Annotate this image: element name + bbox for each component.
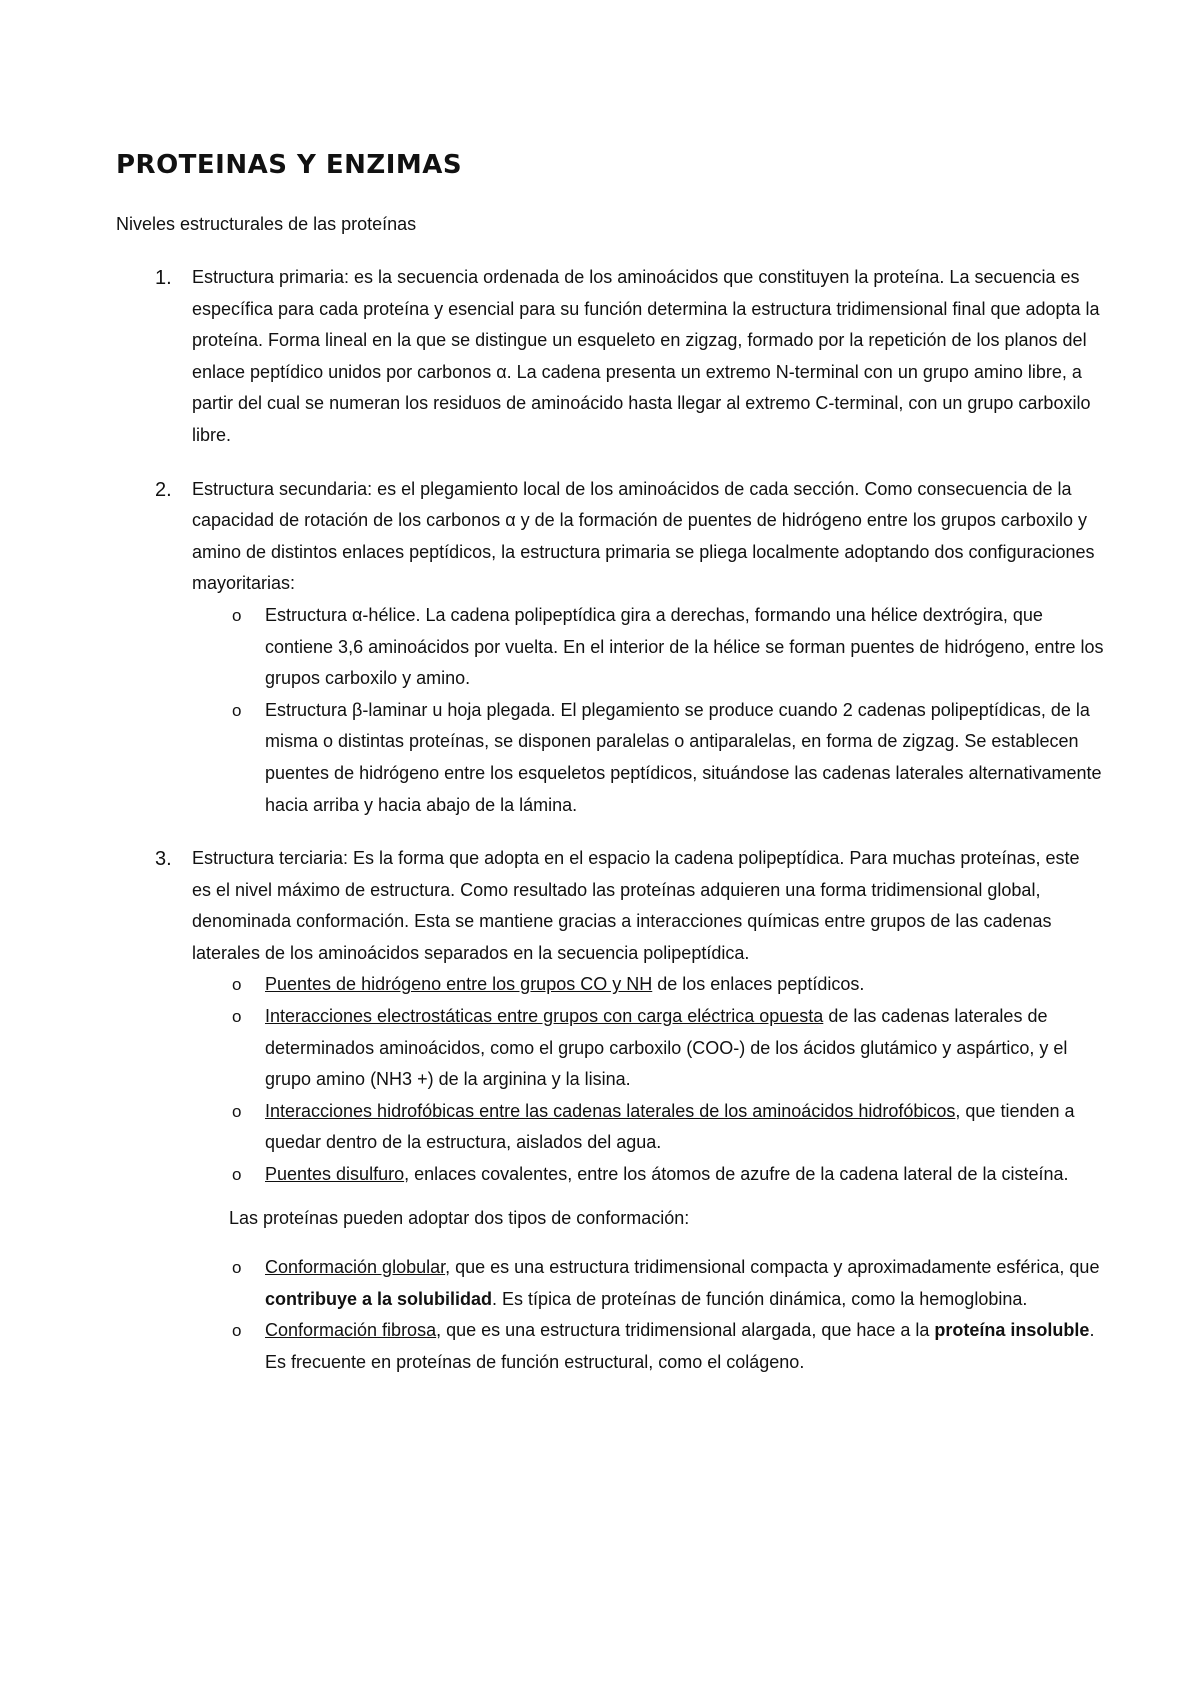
sub-item — [232, 1159, 1105, 1191]
conformation-underlined: Conformación fibrosa — [265, 1320, 437, 1341]
sub-item-text: de las cadenas laterales de determinados aminoácidos, como el grupo carboxilo (COO-) de los ácidos glutámico y aspártico, y el grupo amino (NH3 +) de la arginina y la lisina. — [265, 1006, 1068, 1090]
sub-item-underlined: Interacciones electrostáticas entre grupos con carga eléctrica opuesta — [265, 1006, 824, 1027]
bullet-icon: o — [232, 605, 242, 625]
sub-item-text: Estructura β-laminar u hoja plegada. El plegamiento se produce cuando 2 cadenas polipeptídicas, de la misma o distintas proteínas, se disponen paralelas o antiparalelas, en forma de zigzag. Se establecen puentes de hidrógeno entre los esqueletos peptídicos, situándose las cadenas laterales alternativamente hacia arriba y hacia abajo de la lámina. — [265, 699, 1102, 815]
bullet-icon: o — [232, 700, 242, 720]
sub-item — [232, 1096, 1105, 1159]
conformation-list — [0, 1252, 1200, 1378]
bullet-icon: o — [232, 1101, 242, 1121]
sub-item-text: Estructura α-hélice. La cadena polipeptídica gira a derechas, formando una hélice dextrógira, que contiene 3,6 aminoácidos por vuelta. En el interior de la hélice se forman puentes de hidrógeno, entre los grupos carboxilo y amino. — [265, 604, 1104, 689]
conformation-item — [232, 1252, 1105, 1315]
list-item-text: Estructura secundaria: es el plegamiento local de los aminoácidos de cada sección. Como consecuencia de la capacidad de rotación de los carbonos α y de la formación de puentes de hidrógeno entre los grupos carboxilo y amino de distintos enlaces peptídicos, la estructura primaria se pliega localmente adoptando dos configuraciones mayoritarias: — [192, 478, 1095, 594]
structure-levels-list — [0, 262, 1200, 1401]
bullet-icon: o — [232, 1165, 242, 1185]
list-item-tertiary — [0, 843, 1200, 1379]
list-number: 3. — [155, 848, 172, 871]
conformation-bold: contribuye a la solubilidad — [265, 1288, 493, 1309]
sub-item — [232, 695, 1105, 821]
conformation-text: . Es típica de proteínas de función dinámica, como la hemoglobina. — [492, 1288, 1028, 1309]
bullet-icon: o — [232, 975, 242, 995]
bullet-icon: o — [232, 1321, 242, 1341]
sub-item-underlined: Puentes de hidrógeno entre los grupos CO y NH — [265, 974, 653, 995]
sub-item — [232, 600, 1105, 695]
conformation-intro: Las proteínas pueden adoptar dos tipos de conformación: — [229, 1207, 690, 1228]
list-item-secondary — [0, 474, 1200, 822]
list-number: 2. — [155, 478, 172, 501]
list-item-primary — [0, 262, 1200, 452]
list-item-text: Estructura terciaria: Es la forma que adopta en el espacio la cadena polipeptídica. Para muchas proteínas, este es el nivel máximo de estructura. Como resultado las proteínas adquieren una forma tridimensional global, denominada conformación. Esta se mantiene gracias a interacciones químicas entre grupos de las cadenas laterales de los aminoácidos separados en la secuencia polipeptídica. — [192, 848, 1080, 963]
sub-item-text: de los enlaces peptídicos. — [652, 974, 865, 995]
document-title: PROTEINAS Y ENZIMAS — [116, 150, 463, 180]
bullet-icon: o — [232, 1007, 242, 1027]
sub-item-underlined: Interacciones hidrofóbicas entre las cadenas laterales de los aminoácidos hidrofóbicos — [265, 1100, 956, 1121]
list-item-text: Estructura primaria: es la secuencia ordenada de los aminoácidos que constituyen la proteína. La secuencia es específica para cada proteína y esencial para su función determina la estructura tridimensional final que adopta la proteína. Forma lineal en la que se distingue un esqueleto en zigzag, formado por la repetición de los planos del enlace peptídico unidos por carbonos α. La cadena presenta un extremo N-terminal con un grupo amino libre, a partir del cual se numeran los residuos de aminoácido hasta llegar al extremo C-terminal, con un grupo carboxilo libre. — [192, 267, 1100, 445]
conformation-item — [232, 1315, 1105, 1378]
secondary-subitems — [0, 600, 1200, 821]
conformation-underlined: Conformación globular — [265, 1257, 446, 1278]
conformation-text: , que es una estructura tridimensional alargada, que hace a la — [436, 1320, 935, 1341]
sub-item — [232, 969, 1105, 1001]
conformation-bold: proteína insoluble — [934, 1320, 1090, 1341]
sub-item-text: , enlaces covalentes, entre los átomos de azufre de la cadena lateral de la cisteína. — [404, 1164, 1069, 1185]
section-subtitle: Niveles estructurales de las proteínas — [116, 214, 417, 234]
conformation-text: , que es una estructura tridimensional compacta y aproximadamente esférica, que — [445, 1257, 1100, 1278]
sub-item — [232, 1001, 1105, 1096]
conformation-text: . Es frecuente en proteínas de función estructural, como el colágeno. — [265, 1320, 1095, 1372]
list-number: 1. — [155, 267, 172, 289]
tertiary-subitems — [0, 969, 1200, 1190]
sub-item-text: , que tienden a quedar dentro de la estructura, aislados del agua. — [265, 1100, 1075, 1153]
bullet-icon: o — [232, 1258, 242, 1278]
sub-item-underlined: Puentes disulfuro — [265, 1164, 405, 1185]
